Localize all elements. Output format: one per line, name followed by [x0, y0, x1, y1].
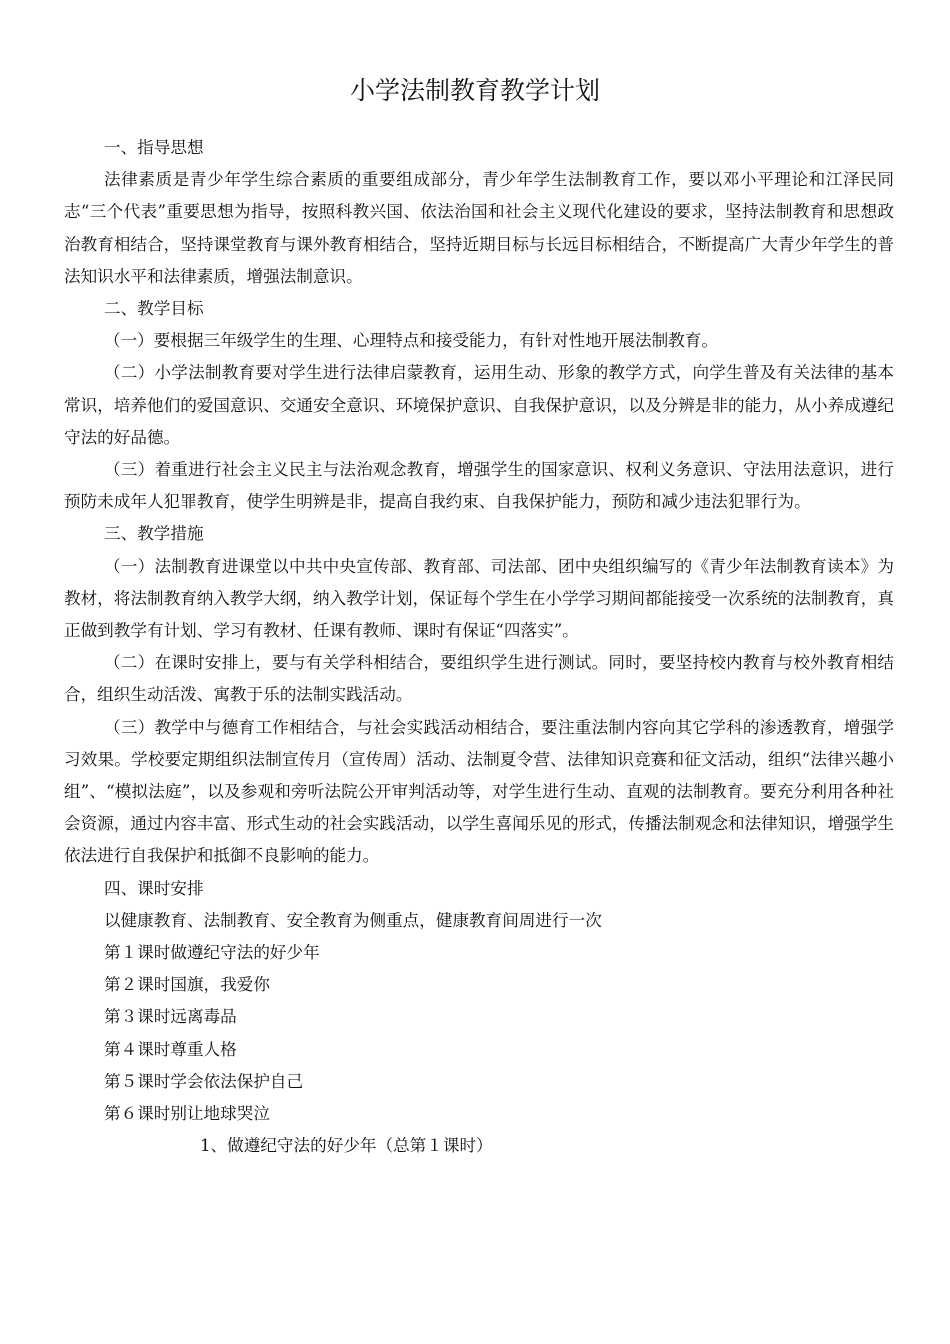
paragraph-measure-2: （二）在课时安排上，要与有关学科相结合，要组织学生进行测试。同时，要坚持校内教育与校外教育相结合，组织生动活泼、寓教于乐的法制实践活动。 — [64, 653, 894, 705]
schedule-item: 第５课时学会依法保护自己 — [104, 1071, 304, 1091]
schedule-intro: 以健康教育、法制教育、安全教育为侧重点，健康教育间周进行一次 — [104, 910, 602, 930]
schedule-item: 第１课时做遵纪守法的好少年 — [104, 943, 320, 963]
section-heading-teaching-goals: 二、教学目标 — [104, 299, 204, 319]
paragraph-goal-1: （一）要根据三年级学生的生理、心理特点和接受能力，有针对性地开展法制教育。 — [104, 331, 718, 351]
document-title: 小学法制教育教学计划 — [349, 76, 600, 105]
paragraph-goal-2: （二）小学法制教育要对学生进行法律启蒙教育，运用生动、形象的教学方式，向学生普及有关法律的基本常识，培养他们的爱国意识、交通安全意识、环境保护意识、自我保护意识，以及分辨是非的能力，从小养成遵纪守法的好品德。 — [64, 363, 894, 447]
paragraph-guiding-ideology: 法律素质是青少年学生综合素质的重要组成部分，青少年学生法制教育工作，要以邓小平理论和江泽民同志“三个代表”重要思想为指导，按照科教兴国、依法治国和社会主义现代化建设的要求，坚持法制教育和思想政治教育相结合，坚持课堂教育与课外教育相结合，坚持近期目标与长远目标相结合，不断提高广大青少年学生的普法知识水平和法律素质，增强法制意识。 — [64, 170, 894, 286]
schedule-item: 第４课时尊重人格 — [104, 1039, 237, 1059]
paragraph-goal-3: （三）着重进行社会主义民主与法治观念教育，增强学生的国家意识、权利义务意识、守法用法意识，进行预防未成年人犯罪教育，使学生明辨是非，提高自我约束、自我保护能力，预防和减少违法犯罪行为。 — [64, 460, 894, 512]
section-heading-schedule: 四、课时安排 — [104, 878, 204, 898]
lesson-heading: 1、做遵纪守法的好少年（总第１课时） — [200, 1136, 493, 1156]
paragraph-measure-1: （一）法制教育进课堂以中共中央宣传部、教育部、司法部、团中央组织编写的《青少年法制教育读本》为教材，将法制教育纳入教学大纲，纳入教学计划，保证每个学生在小学学习期间都能接受一次系统的法制教育，真正做到教学有计划、学习有教材、任课有教师、课时有保证“四落实”。 — [64, 556, 894, 641]
document-body — [64, 132, 894, 1163]
paragraph-measure-3: （三）教学中与德育工作相结合，与社会实践活动相结合，要注重法制内容向其它学科的渗透教育，增强学习效果。学校要定期组织法制宣传月（宣传周）活动、法制夏令营、法律知识竞赛和征文活动，组织“法律兴趣小组”、“模拟法庭”，以及参观和旁听法院公开审判活动等，对学生进行生动、直观的法制教育。要充分利用各种社会资源，通过内容丰富、形式生动的社会实践活动，以学生喜闻乐见的形式，传播法制观念和法律知识，增强学生依法进行自我保护和抵御不良影响的能力。 — [64, 717, 894, 866]
schedule-item: 第３课时远离毒品 — [104, 1007, 237, 1027]
section-heading-guiding-ideology: 一、指导思想 — [104, 138, 204, 157]
schedule-item: 第６课时别让地球哭泣 — [104, 1104, 270, 1124]
section-heading-teaching-measures: 三、教学措施 — [104, 524, 204, 544]
schedule-item: 第２课时国旗，我爱你 — [104, 975, 270, 995]
